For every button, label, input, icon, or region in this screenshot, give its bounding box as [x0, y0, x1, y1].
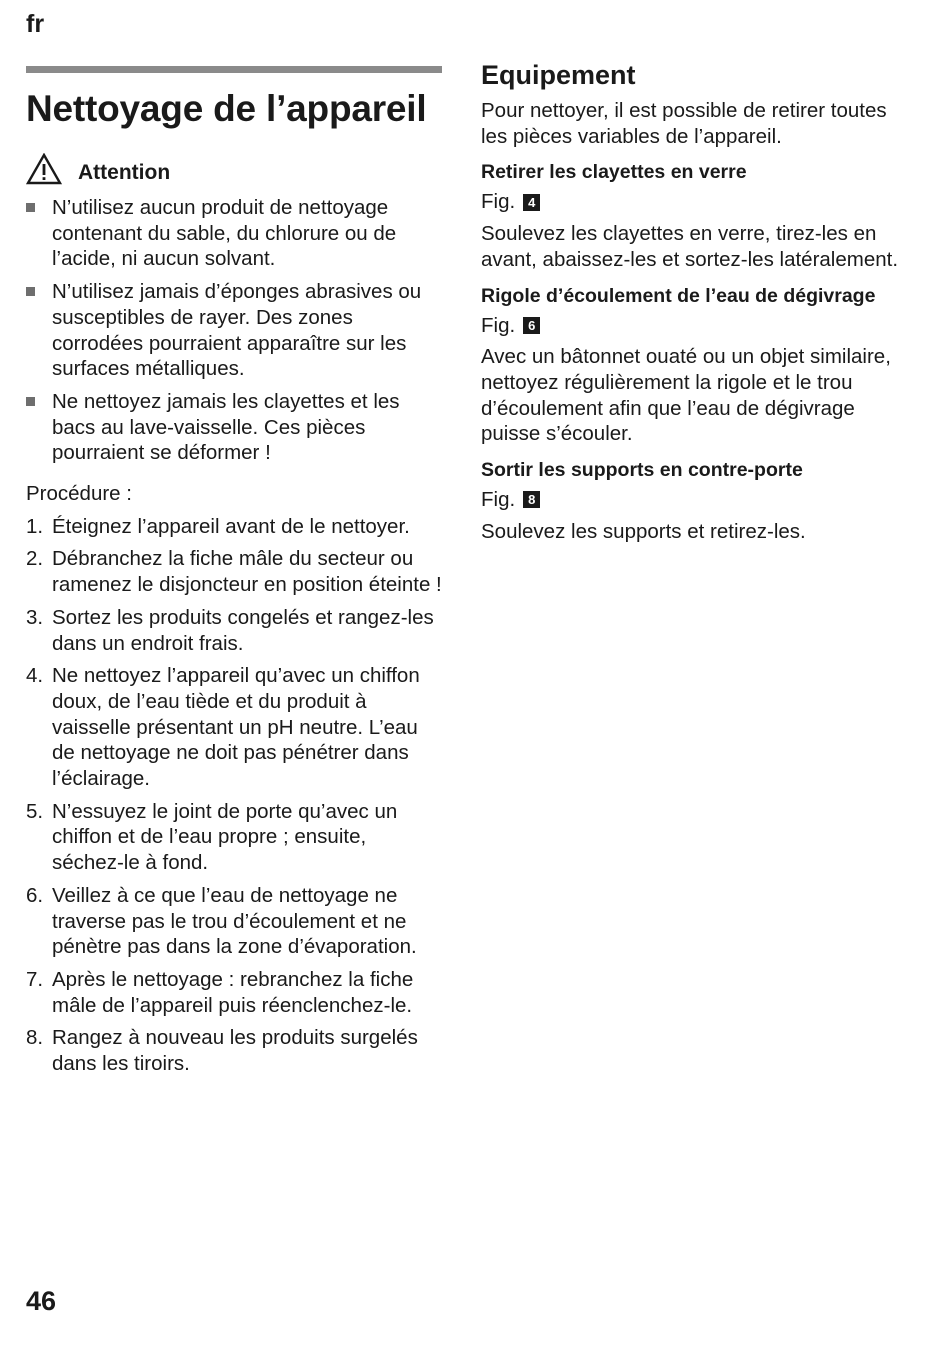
figure-reference	[481, 313, 901, 339]
figure-label: Fig.	[481, 313, 516, 337]
figure-reference	[481, 189, 901, 215]
step-item	[26, 883, 442, 960]
figure-number-badge: 4	[523, 194, 540, 211]
step-number: 1.	[26, 514, 44, 538]
procedure-label: Procédure :	[26, 482, 132, 506]
step-number: 6.	[26, 883, 44, 907]
section-title: Nettoyage de l’appareil	[26, 88, 427, 129]
bullet-square-icon	[26, 279, 52, 382]
bullet-square-icon	[26, 389, 52, 466]
figure-label: Fig.	[481, 190, 516, 214]
step-item	[26, 605, 442, 656]
subsection-text: Avec un bâtonnet ouaté ou un objet similaire, nettoyez régulièrement la rigole et le trou d’écoulement afin que l’eau de dégivrage puisse s’écouler.	[481, 345, 891, 446]
list-item-text: Ne nettoyez jamais les clayettes et les bacs au lave-vaisselle. Ces pièces pourraient se déformer !	[52, 389, 400, 465]
subsection-text: Soulevez les supports et retirez-les.	[481, 519, 806, 543]
step-number: 2.	[26, 547, 44, 571]
step-number: 8.	[26, 1026, 44, 1050]
figure-number-badge: 8	[523, 491, 540, 508]
figure-label: Fig.	[481, 488, 516, 512]
step-text: Veillez à ce que l’eau de nettoyage ne traverse pas le trou d’écoulement et ne pénètre pas dans la zone d’évaporation.	[52, 883, 417, 959]
right-column	[481, 58, 901, 544]
list-item	[26, 195, 442, 272]
procedure-steps	[26, 514, 442, 1077]
step-item	[26, 1025, 442, 1076]
left-column	[26, 66, 442, 1084]
attention-notice	[26, 151, 442, 185]
step-item	[26, 663, 442, 792]
step-item	[26, 546, 442, 597]
figure-number-badge: 6	[523, 317, 540, 334]
figure-reference	[481, 487, 901, 513]
language-code: fr	[26, 10, 45, 38]
warning-list	[26, 195, 442, 466]
step-text: Sortez les produits congelés et rangez-les dans un endroit frais.	[52, 605, 434, 655]
list-item	[26, 279, 442, 382]
step-number: 4.	[26, 664, 44, 688]
subsection-text: Soulevez les clayettes en verre, tirez-les en avant, abaissez-les et sortez-les latéralement.	[481, 222, 899, 271]
step-text: Ne nettoyez l’appareil qu’avec un chiffon doux, de l’eau tiède et du produit à vaisselle présentant un pH neutre. L’eau de nettoyage ne doit pas pénétrer dans l’éclairage.	[52, 664, 420, 791]
step-number: 5.	[26, 799, 44, 823]
list-item	[26, 389, 442, 466]
section-rule	[26, 66, 442, 73]
warning-triangle-icon	[26, 153, 62, 185]
list-item-text: N’utilisez aucun produit de nettoyage contenant du sable, du chlorure ou de l’acide, ni aucun solvant.	[52, 196, 397, 271]
step-number: 7.	[26, 967, 44, 991]
step-text: Rangez à nouveau les produits surgelés dans les tiroirs.	[52, 1026, 418, 1076]
subsection-heading: Sortir les supports en contre-porte	[481, 459, 803, 482]
step-text: Après le nettoyage : rebranchez la fiche mâle de l’appareil puis réenclenchez-le.	[52, 967, 414, 1017]
bullet-square-icon	[26, 195, 52, 272]
step-text: Éteignez l’appareil avant de le nettoyer.	[52, 514, 410, 538]
step-item	[26, 799, 442, 876]
equipment-intro: Pour nettoyer, il est possible de retirer toutes les pièces variables de l’appareil.	[481, 99, 887, 148]
step-item	[26, 967, 442, 1018]
subsection-heading: Retirer les clayettes en verre	[481, 161, 747, 184]
equipment-title: Equipement	[481, 60, 636, 90]
step-text: Débranchez la fiche mâle du secteur ou ramenez le disjoncteur en position éteinte !	[52, 547, 442, 597]
attention-label: Attention	[78, 161, 171, 184]
subsection-heading: Rigole d’écoulement de l’eau de dégivrage	[481, 284, 876, 307]
step-text: N’essuyez le joint de porte qu’avec un chiffon et de l’eau propre ; ensuite, séchez-le à fond.	[52, 799, 398, 875]
step-item	[26, 514, 442, 540]
page-number: 46	[26, 1286, 57, 1316]
list-item-text: N’utilisez jamais d’éponges abrasives ou susceptibles de rayer. Des zones corrodées pourraient apparaître sur les surfaces métalliques.	[52, 280, 422, 381]
step-number: 3.	[26, 605, 44, 629]
